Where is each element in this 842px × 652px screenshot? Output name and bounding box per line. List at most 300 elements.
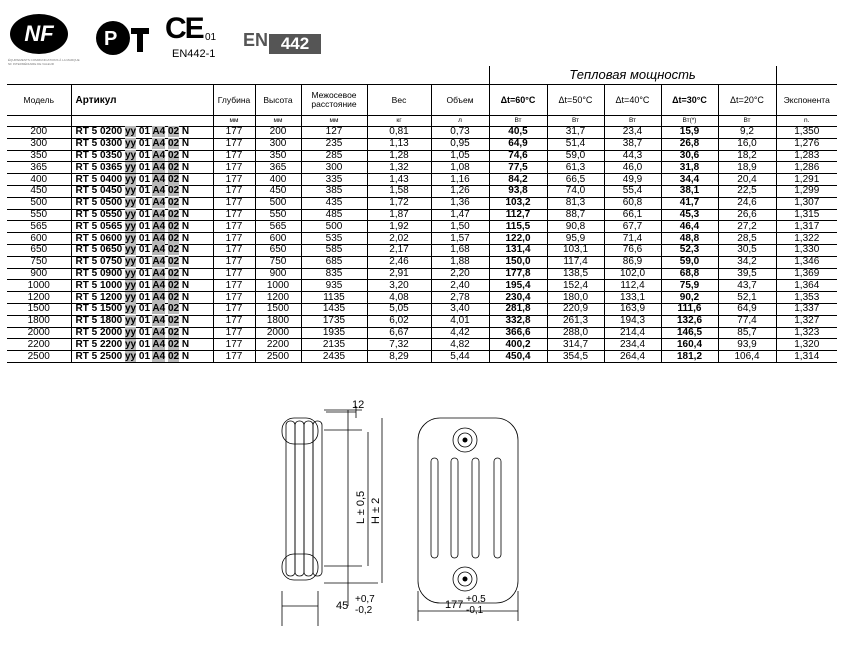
article-part: 01: [136, 185, 153, 197]
article-variable-part: A4: [152, 303, 166, 315]
article-part: 0350: [99, 149, 123, 161]
dim-45-tol-plus: +0,7: [355, 594, 375, 605]
value-cell: 59,0: [547, 150, 604, 162]
value-cell: 2,17: [367, 244, 431, 256]
column-header: Δt=50°C: [547, 85, 604, 116]
value-cell: 177: [213, 292, 255, 304]
value-cell: 450,4: [489, 351, 547, 363]
value-cell: 261,3: [547, 315, 604, 327]
value-cell: 177: [213, 256, 255, 268]
value-cell: 127: [301, 127, 367, 139]
value-cell: 485: [301, 209, 367, 221]
value-cell: 49,9: [604, 174, 661, 186]
article-variable-part: 02: [168, 126, 180, 138]
article-part: RT 5: [75, 326, 100, 338]
value-cell: 550: [255, 209, 301, 221]
article-part: RT 5: [75, 267, 100, 279]
table-units-row: [7, 116, 837, 127]
article-part: 0900: [99, 267, 123, 279]
value-cell: 146,5: [661, 327, 718, 339]
article-variable-part: yy: [124, 149, 137, 161]
value-cell: 535: [301, 233, 367, 245]
value-cell: 9,2: [718, 127, 776, 139]
value-cell: 1,369: [776, 268, 837, 280]
value-cell: 1,87: [367, 209, 431, 221]
dim-12: 12: [352, 399, 365, 411]
value-cell: 1,36: [431, 197, 489, 209]
article-variable-part: 02: [168, 161, 180, 173]
article-part: RT 5: [75, 161, 100, 173]
column-unit: Вт: [489, 116, 547, 127]
value-cell: 152,4: [547, 280, 604, 292]
value-cell: 3,40: [431, 303, 489, 315]
value-cell: 93,9: [718, 339, 776, 351]
value-cell: 5,05: [367, 303, 431, 315]
value-cell: 1,364: [776, 280, 837, 292]
model-cell: 365: [7, 162, 71, 174]
value-cell: 111,6: [661, 303, 718, 315]
en-number: 442: [269, 34, 321, 54]
article-variable-part: 02: [168, 149, 180, 161]
article-part: N: [179, 279, 190, 291]
article-part: RT 5: [75, 303, 100, 315]
value-cell: 1,291: [776, 174, 837, 186]
value-cell: 55,4: [604, 185, 661, 197]
model-cell: 550: [7, 209, 71, 221]
article-variable-part: yy: [124, 173, 137, 185]
model-cell: 200: [7, 127, 71, 139]
value-cell: 45,3: [661, 209, 718, 221]
article-variable-part: yy: [124, 197, 137, 209]
article-part: 01: [136, 138, 153, 150]
article-part: RT 5: [75, 291, 100, 303]
value-cell: 16,0: [718, 138, 776, 150]
value-cell: 1,307: [776, 197, 837, 209]
value-cell: 7,32: [367, 339, 431, 351]
article-cell: [71, 162, 213, 174]
value-cell: 400: [255, 174, 301, 186]
article-variable-part: yy: [124, 208, 137, 220]
article-variable-part: 02: [168, 244, 180, 256]
value-cell: 177: [213, 197, 255, 209]
value-cell: 122,0: [489, 233, 547, 245]
article-variable-part: 02: [168, 338, 180, 350]
article-part: N: [179, 291, 190, 303]
value-cell: 46,0: [604, 162, 661, 174]
value-cell: 1,28: [367, 150, 431, 162]
article-cell: [71, 268, 213, 280]
value-cell: 1,26: [431, 185, 489, 197]
article-part: 01: [136, 161, 153, 173]
value-cell: 177: [213, 233, 255, 245]
value-cell: 1,322: [776, 233, 837, 245]
table-row: [7, 339, 837, 351]
value-cell: 177: [213, 162, 255, 174]
certification-logos: [0, 0, 842, 70]
article-variable-part: 02: [168, 220, 180, 232]
value-cell: 112,7: [489, 209, 547, 221]
column-unit: кг: [367, 116, 431, 127]
value-cell: 1735: [301, 315, 367, 327]
column-header: Δt=30°C: [661, 85, 718, 116]
article-variable-part: 02: [168, 232, 180, 244]
value-cell: 60,8: [604, 197, 661, 209]
article-variable-part: A4: [152, 267, 166, 279]
value-cell: 281,8: [489, 303, 547, 315]
column-header: Δt=40°C: [604, 85, 661, 116]
article-cell: [71, 327, 213, 339]
article-cell: [71, 292, 213, 304]
value-cell: 350: [255, 150, 301, 162]
article-part: 0300: [99, 138, 123, 150]
value-cell: 300: [255, 138, 301, 150]
table-row: [7, 280, 837, 292]
article-part: 2500: [99, 350, 123, 362]
table-row: [7, 209, 837, 221]
article-part: 01: [136, 303, 153, 315]
article-part: N: [179, 149, 190, 161]
front-view: [418, 418, 518, 621]
article-part: 0200: [99, 126, 123, 138]
value-cell: 103,1: [547, 244, 604, 256]
article-part: N: [179, 303, 190, 315]
value-cell: 38,7: [604, 138, 661, 150]
value-cell: 650: [255, 244, 301, 256]
value-cell: 2000: [255, 327, 301, 339]
value-cell: 2,91: [367, 268, 431, 280]
value-cell: 1,314: [776, 351, 837, 363]
value-cell: 385: [301, 185, 367, 197]
article-part: N: [179, 326, 190, 338]
value-cell: 214,4: [604, 327, 661, 339]
value-cell: 354,5: [547, 351, 604, 363]
value-cell: 66,5: [547, 174, 604, 186]
value-cell: 1,88: [431, 256, 489, 268]
article-part: RT 5: [75, 185, 100, 197]
article-part: RT 5: [75, 279, 100, 291]
article-variable-part: A4: [152, 220, 166, 232]
thermal-power-title: Тепловая мощность: [489, 66, 776, 85]
value-cell: 64,9: [718, 303, 776, 315]
article-part: 0450: [99, 185, 123, 197]
article-variable-part: yy: [124, 303, 137, 315]
article-part: 01: [136, 208, 153, 220]
model-cell: 1000: [7, 280, 71, 292]
article-part: 01: [136, 149, 153, 161]
ce-mark: CE: [165, 12, 203, 45]
article-part: RT 5: [75, 220, 100, 232]
value-cell: 1,72: [367, 197, 431, 209]
value-cell: 68,8: [661, 268, 718, 280]
ce-logo: [165, 12, 217, 46]
value-cell: 6,67: [367, 327, 431, 339]
value-cell: 230,4: [489, 292, 547, 304]
article-part: 0400: [99, 173, 123, 185]
value-cell: 435: [301, 197, 367, 209]
value-cell: 30,5: [718, 244, 776, 256]
value-cell: 1,330: [776, 244, 837, 256]
column-unit: л: [431, 116, 489, 127]
value-cell: 1,315: [776, 209, 837, 221]
value-cell: 195,4: [489, 280, 547, 292]
model-cell: 565: [7, 221, 71, 233]
article-part: 01: [136, 326, 153, 338]
model-cell: 900: [7, 268, 71, 280]
article-part: 1500: [99, 303, 123, 315]
value-cell: 1000: [255, 280, 301, 292]
value-cell: 131,4: [489, 244, 547, 256]
article-part: 01: [136, 173, 153, 185]
article-variable-part: yy: [124, 291, 137, 303]
value-cell: 117,4: [547, 256, 604, 268]
column-header: Межосевое расстояние: [301, 85, 367, 116]
value-cell: 750: [255, 256, 301, 268]
article-part: N: [179, 173, 190, 185]
article-cell: [71, 280, 213, 292]
article-part: 0565: [99, 220, 123, 232]
value-cell: 46,4: [661, 221, 718, 233]
radiator-drawing: [268, 396, 538, 626]
value-cell: 81,3: [547, 197, 604, 209]
article-part: RT 5: [75, 138, 100, 150]
column-header: Δt=20°C: [718, 85, 776, 116]
article-part: N: [179, 185, 190, 197]
value-cell: 8,29: [367, 351, 431, 363]
table-row: [7, 268, 837, 280]
value-cell: 1,353: [776, 292, 837, 304]
article-cell: [71, 197, 213, 209]
dim-l: L ± 0,5: [355, 490, 367, 524]
table-row: [7, 127, 837, 139]
value-cell: 177: [213, 185, 255, 197]
value-cell: 177: [213, 127, 255, 139]
value-cell: 500: [255, 197, 301, 209]
table-body: [7, 127, 837, 363]
article-variable-part: A4: [152, 173, 166, 185]
model-cell: 2000: [7, 327, 71, 339]
spec-table: [7, 66, 837, 363]
article-variable-part: yy: [124, 256, 137, 268]
value-cell: 138,5: [547, 268, 604, 280]
value-cell: 41,7: [661, 197, 718, 209]
value-cell: 4,08: [367, 292, 431, 304]
value-cell: 1,68: [431, 244, 489, 256]
model-cell: 750: [7, 256, 71, 268]
value-cell: 177: [213, 268, 255, 280]
value-cell: 28,5: [718, 233, 776, 245]
article-variable-part: A4: [152, 315, 166, 327]
article-variable-part: 02: [168, 291, 180, 303]
value-cell: 18,9: [718, 162, 776, 174]
value-cell: 285: [301, 150, 367, 162]
value-cell: 1,43: [367, 174, 431, 186]
column-unit: n.: [776, 116, 837, 127]
value-cell: 44,3: [604, 150, 661, 162]
value-cell: 93,8: [489, 185, 547, 197]
value-cell: 64,9: [489, 138, 547, 150]
article-part: 01: [136, 291, 153, 303]
model-cell: 2500: [7, 351, 71, 363]
article-variable-part: yy: [124, 126, 137, 138]
article-variable-part: yy: [124, 338, 137, 350]
value-cell: 76,6: [604, 244, 661, 256]
value-cell: 2,20: [431, 268, 489, 280]
table-row: [7, 162, 837, 174]
value-cell: 1,47: [431, 209, 489, 221]
column-header: Вес: [367, 85, 431, 116]
article-variable-part: yy: [124, 232, 137, 244]
article-part: RT 5: [75, 256, 100, 268]
model-cell: 350: [7, 150, 71, 162]
value-cell: 500: [301, 221, 367, 233]
article-part: N: [179, 256, 190, 268]
value-cell: 264,4: [604, 351, 661, 363]
value-cell: 177,8: [489, 268, 547, 280]
value-cell: 177: [213, 303, 255, 315]
article-cell: [71, 339, 213, 351]
article-cell: [71, 150, 213, 162]
value-cell: 2435: [301, 351, 367, 363]
value-cell: 1,286: [776, 162, 837, 174]
article-part: N: [179, 161, 190, 173]
value-cell: 90,2: [661, 292, 718, 304]
ce-number: 01: [205, 32, 217, 43]
value-cell: 1,58: [367, 185, 431, 197]
svg-text:Р: Р: [104, 28, 118, 50]
pct-mark-icon: [95, 20, 151, 56]
value-cell: 66,1: [604, 209, 661, 221]
article-variable-part: 02: [168, 138, 180, 150]
model-cell: 2200: [7, 339, 71, 351]
model-cell: 1800: [7, 315, 71, 327]
value-cell: 3,20: [367, 280, 431, 292]
value-cell: 20,4: [718, 174, 776, 186]
article-variable-part: A4: [152, 126, 166, 138]
value-cell: 23,4: [604, 127, 661, 139]
article-part: N: [179, 315, 190, 327]
article-variable-part: 02: [168, 208, 180, 220]
value-cell: 30,6: [661, 150, 718, 162]
article-part: RT 5: [75, 197, 100, 209]
article-part: 01: [136, 350, 153, 362]
article-part: 01: [136, 244, 153, 256]
value-cell: 1200: [255, 292, 301, 304]
article-variable-part: yy: [124, 244, 137, 256]
value-cell: 177: [213, 150, 255, 162]
dim-177: 177: [445, 599, 464, 611]
value-cell: 1,299: [776, 185, 837, 197]
article-part: 01: [136, 267, 153, 279]
article-variable-part: 02: [168, 326, 180, 338]
model-cell: 450: [7, 185, 71, 197]
value-cell: 565: [255, 221, 301, 233]
article-variable-part: yy: [124, 326, 137, 338]
value-cell: 77,5: [489, 162, 547, 174]
article-part: RT 5: [75, 126, 100, 138]
value-cell: 1,16: [431, 174, 489, 186]
table-header-row: [7, 85, 837, 116]
dim-177-tol-plus: +0,5: [466, 594, 486, 605]
column-header: Экспонента: [776, 85, 837, 116]
article-variable-part: yy: [124, 350, 137, 362]
value-cell: 450: [255, 185, 301, 197]
value-cell: 88,7: [547, 209, 604, 221]
value-cell: 85,7: [718, 327, 776, 339]
column-unit: мм: [301, 116, 367, 127]
article-part: 0650: [99, 244, 123, 256]
model-cell: 600: [7, 233, 71, 245]
article-variable-part: A4: [152, 291, 166, 303]
value-cell: 180,0: [547, 292, 604, 304]
table-row: [7, 138, 837, 150]
value-cell: 1,13: [367, 138, 431, 150]
article-cell: [71, 351, 213, 363]
article-variable-part: 02: [168, 315, 180, 327]
article-variable-part: A4: [152, 256, 166, 268]
value-cell: 1,283: [776, 150, 837, 162]
value-cell: 95,9: [547, 233, 604, 245]
value-cell: 1,327: [776, 315, 837, 327]
article-cell: [71, 256, 213, 268]
value-cell: 585: [301, 244, 367, 256]
value-cell: 366,6: [489, 327, 547, 339]
article-part: 01: [136, 126, 153, 138]
value-cell: 177: [213, 244, 255, 256]
value-cell: 2,02: [367, 233, 431, 245]
table-row: [7, 351, 837, 363]
value-cell: 132,6: [661, 315, 718, 327]
article-part: 1800: [99, 315, 123, 327]
value-cell: 6,02: [367, 315, 431, 327]
value-cell: 177: [213, 327, 255, 339]
value-cell: 39,5: [718, 268, 776, 280]
value-cell: 31,7: [547, 127, 604, 139]
article-variable-part: A4: [152, 232, 166, 244]
value-cell: 75,9: [661, 280, 718, 292]
en-text: EN: [243, 30, 269, 50]
table-row: [7, 221, 837, 233]
article-variable-part: A4: [152, 138, 166, 150]
value-cell: 1500: [255, 303, 301, 315]
model-cell: 1500: [7, 303, 71, 315]
article-part: RT 5: [75, 315, 100, 327]
value-cell: 235: [301, 138, 367, 150]
value-cell: 34,4: [661, 174, 718, 186]
article-variable-part: 02: [168, 197, 180, 209]
article-variable-part: 02: [168, 256, 180, 268]
article-part: RT 5: [75, 350, 100, 362]
model-cell: 650: [7, 244, 71, 256]
article-variable-part: A4: [152, 197, 166, 209]
en442-logo: [243, 30, 321, 54]
value-cell: 61,3: [547, 162, 604, 174]
column-header: Модель: [7, 85, 71, 116]
value-cell: 300: [301, 162, 367, 174]
article-part: N: [179, 197, 190, 209]
value-cell: 4,01: [431, 315, 489, 327]
value-cell: 40,5: [489, 127, 547, 139]
article-part: 01: [136, 232, 153, 244]
value-cell: 67,7: [604, 221, 661, 233]
article-part: 0500: [99, 197, 123, 209]
article-variable-part: A4: [152, 244, 166, 256]
value-cell: 935: [301, 280, 367, 292]
article-part: N: [179, 350, 190, 362]
nf-logo: [10, 14, 68, 54]
article-variable-part: A4: [152, 338, 166, 350]
value-cell: 31,8: [661, 162, 718, 174]
article-variable-part: yy: [124, 161, 137, 173]
